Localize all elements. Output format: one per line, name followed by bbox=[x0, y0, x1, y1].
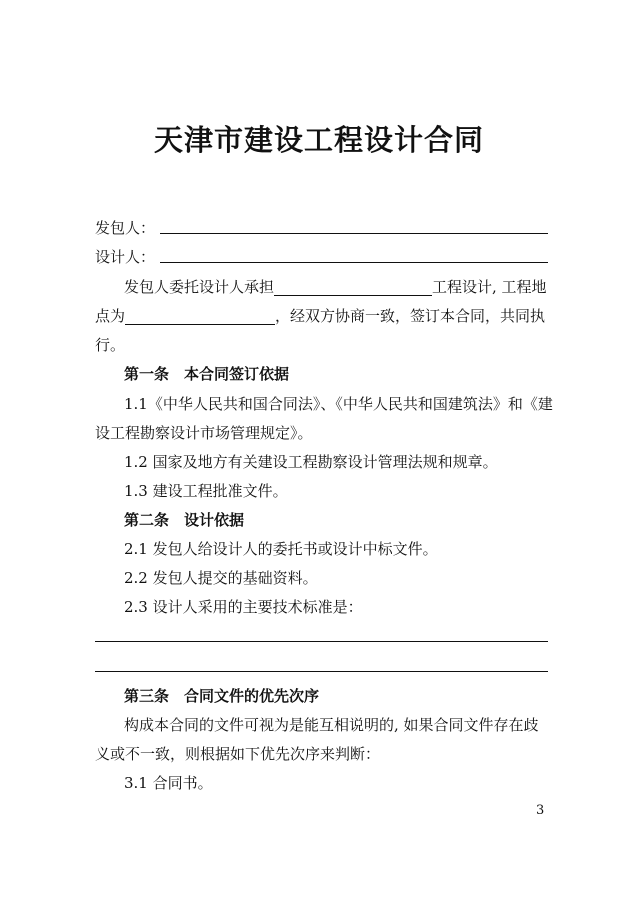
article-2-item-1: 2.1 发包人给设计人的委托书或设计中标文件。 bbox=[124, 540, 438, 558]
article-3-heading: 第三条 合同文件的优先次序 bbox=[124, 687, 320, 705]
location-blank bbox=[125, 308, 275, 325]
project-name-blank bbox=[274, 279, 432, 296]
party-a-blank bbox=[160, 233, 548, 234]
intro-text-2: 工程设计, 工程地 bbox=[432, 278, 547, 296]
document-title: 天津市建设工程设计合同 bbox=[153, 123, 484, 157]
article-1-item-1b: 设工程勘察设计市场管理规定》。 bbox=[95, 424, 313, 442]
page-number: 3 bbox=[536, 803, 545, 818]
article-1-item-3: 1.3 建设工程批准文件。 bbox=[124, 482, 288, 500]
article-3-item-1: 3.1 合同书。 bbox=[124, 774, 213, 792]
article-3-para-b: 义或不一致，则根据如下优先次序来判断： bbox=[95, 745, 381, 763]
party-b-blank bbox=[160, 262, 548, 263]
article-2-item-2: 2.2 发包人提交的基础资料。 bbox=[124, 569, 318, 587]
intro-line-2 bbox=[95, 306, 545, 326]
party-a-label: 发包人： bbox=[95, 219, 156, 237]
article-2-item-3: 2.3 设计人采用的主要技术标准是： bbox=[124, 598, 363, 616]
intro-text-4: ，经双方协商一致，签订本合同，共同执 bbox=[275, 307, 546, 325]
article-1-item-1a: 1.1《中华人民共和国合同法》、《中华人民共和国建筑法》和《建 bbox=[124, 395, 553, 413]
intro-text-1: 发包人委托设计人承担 bbox=[124, 278, 275, 296]
article-1-item-2: 1.2 国家及地方有关建设工程勘察设计管理法规和规章。 bbox=[124, 453, 498, 471]
article-2-heading: 第二条 设计依据 bbox=[124, 511, 245, 529]
article-1-heading: 第一条 本合同签订依据 bbox=[124, 365, 290, 383]
intro-line-3: 行。 bbox=[95, 336, 126, 354]
intro-text-3: 点为 bbox=[95, 307, 126, 325]
standards-blank-2 bbox=[95, 671, 548, 672]
intro-line-1 bbox=[124, 277, 547, 297]
standards-blank-1 bbox=[95, 641, 548, 642]
party-b-label: 设计人： bbox=[95, 248, 156, 266]
article-3-para-a: 构成本合同的文件可视为是能互相说明的, 如果合同文件存在歧 bbox=[124, 716, 539, 734]
